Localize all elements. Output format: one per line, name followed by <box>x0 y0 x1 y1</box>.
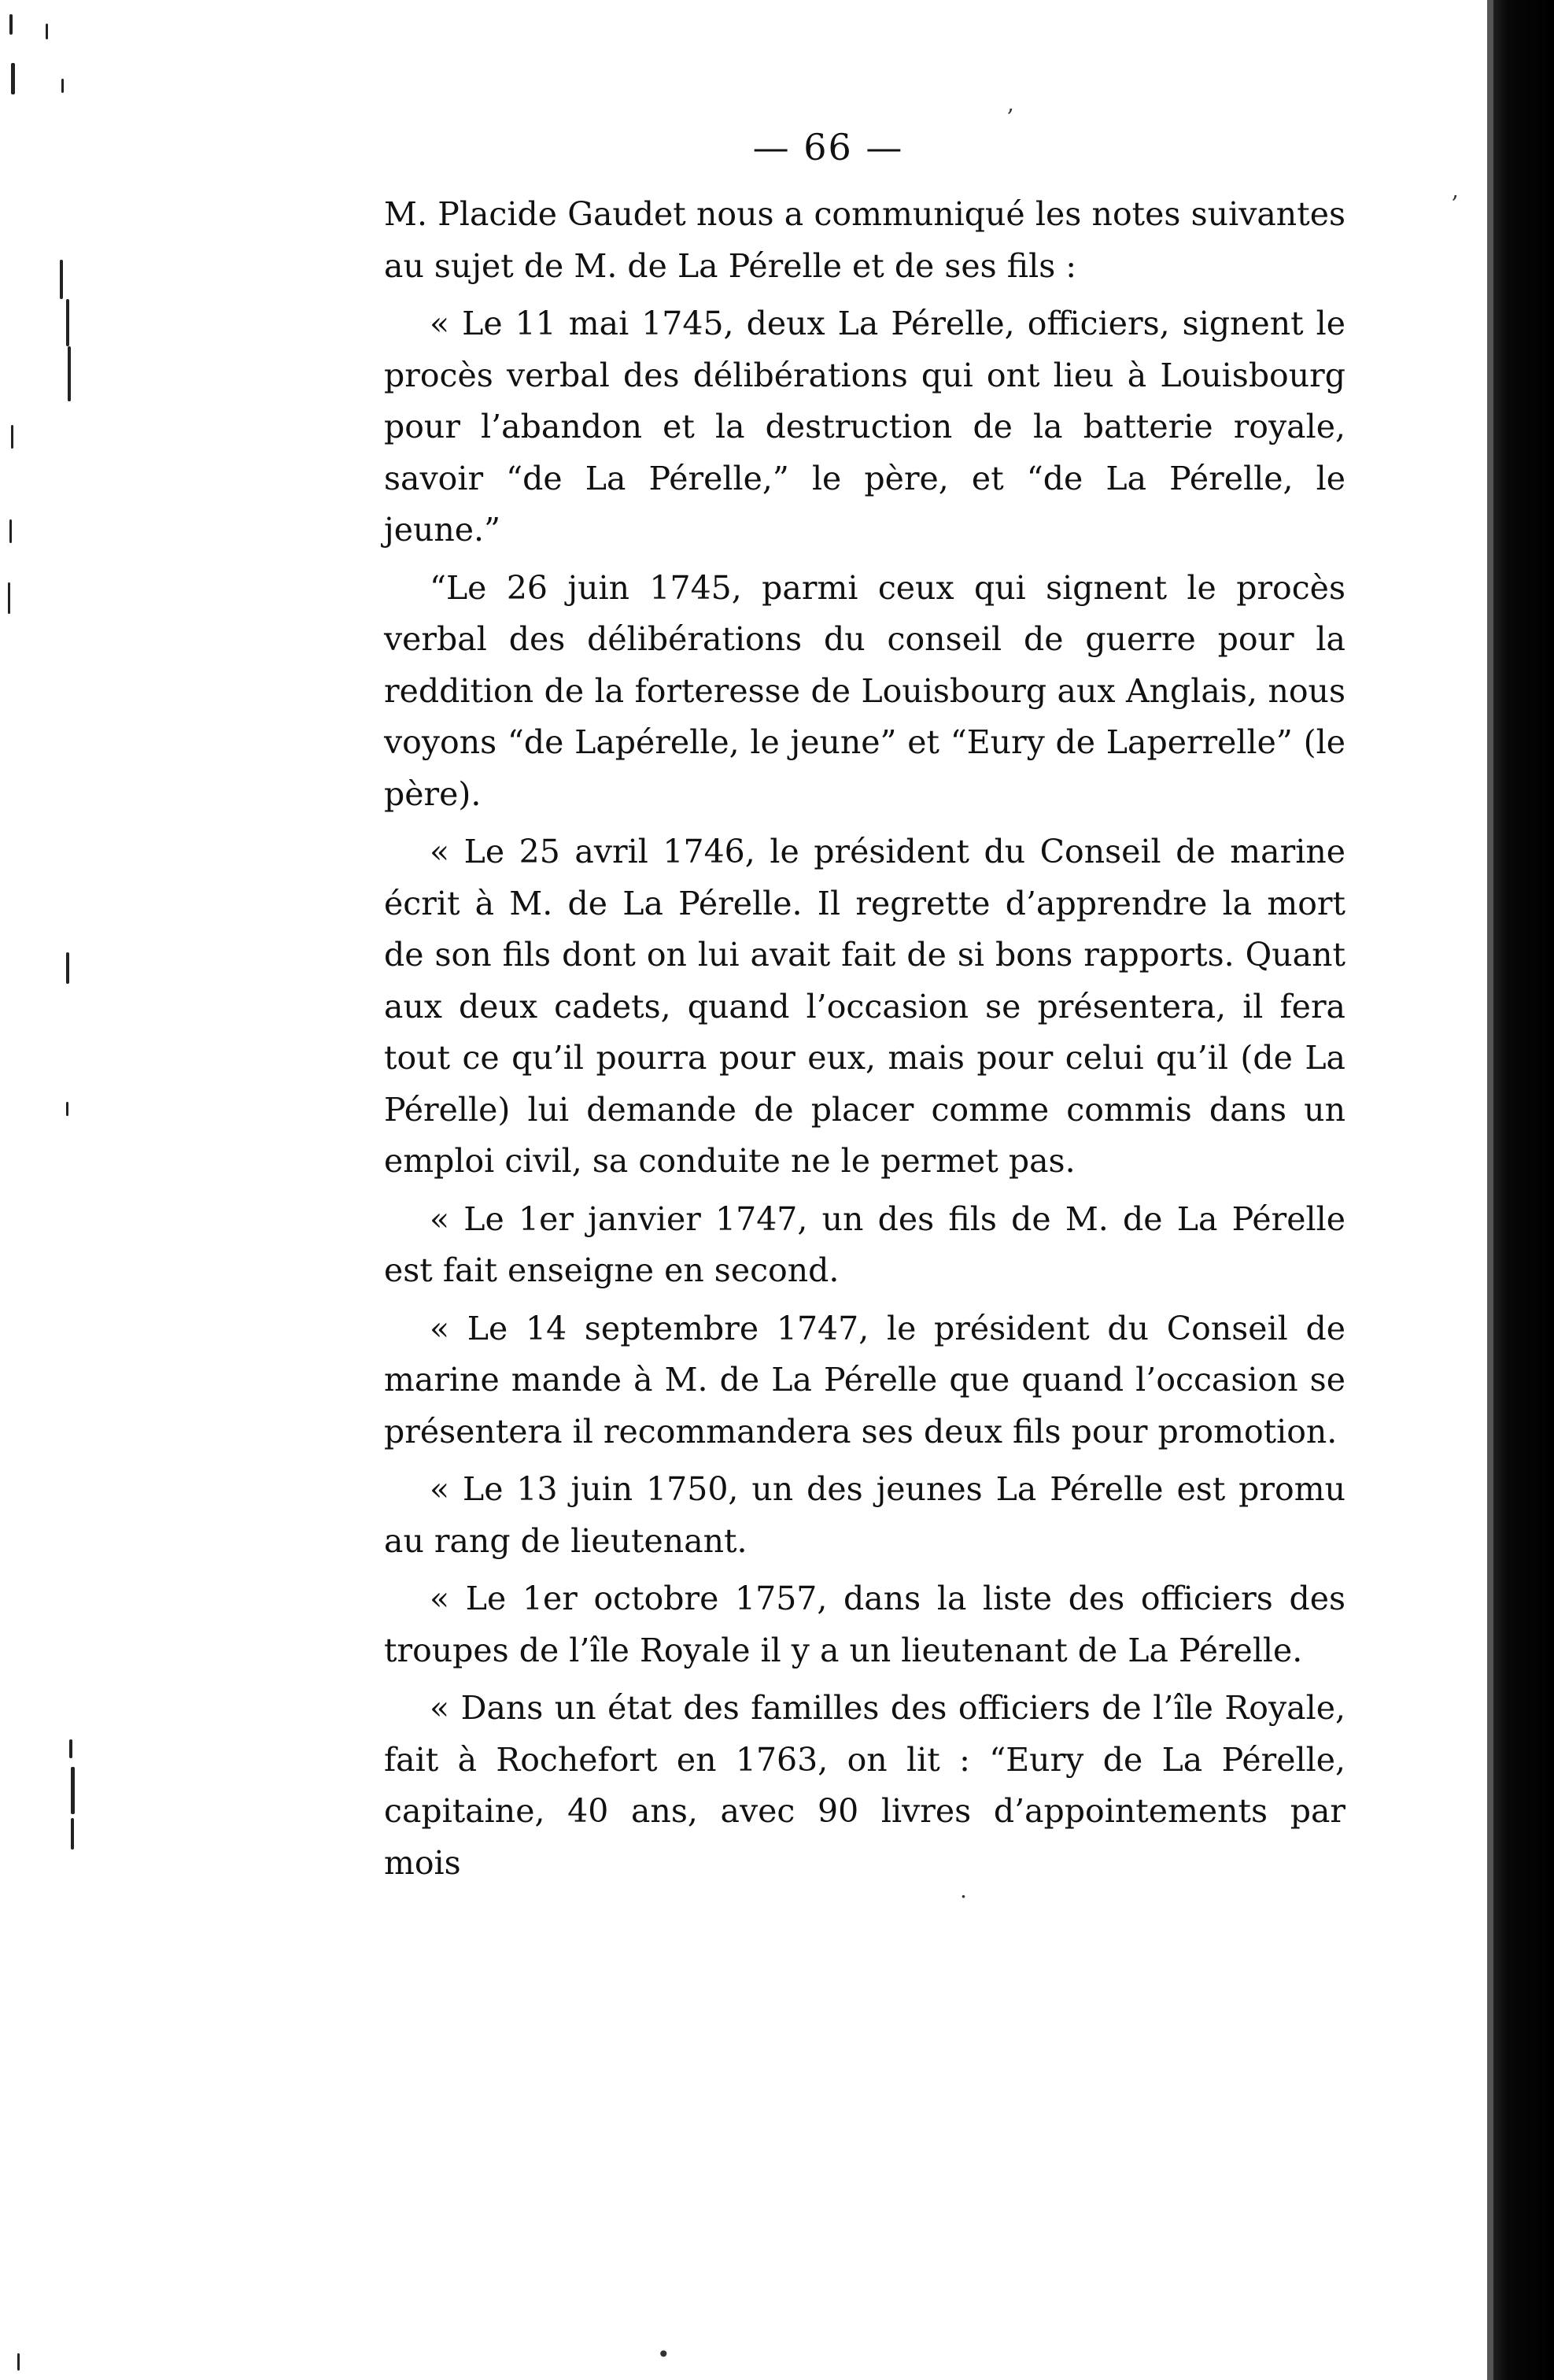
scan-speck <box>61 79 64 93</box>
scan-speck <box>66 299 69 346</box>
paragraph-note: « Le 11 mai 1745, deux La Pérelle, officiers, signent le procès verbal des délibérations qui ont lieu à Louisbourg pour l’abandon et la destruction de la batterie royale, savoir “de La Pérelle,” le père, et “de La Pérelle, le jeune.” <box>384 305 1345 549</box>
scan-speck <box>71 1818 74 1850</box>
paragraph-note: “Le 26 juin 1745, parmi ceux qui signent le procès verbal des délibérations du conseil de guerre pour la reddition de la forteresse de Louisbourg aux Anglais, nous voyons “de Lapérelle, le jeune” et “Eury de Laperrelle” (le père). <box>384 568 1345 813</box>
scan-speck <box>71 1767 75 1814</box>
scan-speck <box>9 519 12 543</box>
scan-edge <box>1487 0 1554 2380</box>
paragraph-note: « Dans un état des familles des officiers de l’île Royale, fait à Rochefort en 1763, on lit : “Eury de La Pérelle, capitaine, 40 ans, avec 90 livres d’appointements par mois <box>384 1689 1345 1882</box>
scan-speck <box>69 1739 72 1758</box>
stray-mark: , <box>1452 177 1459 203</box>
scan-speck <box>17 2353 20 2371</box>
scan-speck <box>11 63 15 94</box>
stray-mark: . <box>960 1877 967 1903</box>
body-text <box>384 189 1345 1895</box>
scan-speck <box>46 24 48 39</box>
scan-speck <box>9 14 13 35</box>
scan-speck <box>68 346 71 401</box>
scan-speck <box>11 425 13 449</box>
paragraph-note: « Le 1er janvier 1747, un des fils de M. de La Pérelle est fait enseigne en second. <box>384 1199 1345 1289</box>
paragraph-note: « Le 1er octobre 1757, dans la liste des officiers des troupes de l’île Royale il y a un lieutenant de La Pérelle. <box>384 1580 1345 1669</box>
paragraph-note: « Le 25 avril 1746, le président du Conseil de marine écrit à M. de La Pérelle. Il regrette d’apprendre la mort de son fils dont on lui avait fait de si bons rapports. Quant aux deux cadets, quand l’occasion se présentera, il fera tout ce qu’il pourra pour eux, mais pour celui qu’il (de La Pérelle) lui demande de placer comme commis dans un emploi civil, sa conduite ne le permet pas. <box>384 833 1345 1180</box>
paragraph-note: « Le 13 juin 1750, un des jeunes La Pérelle est promu au rang de lieutenant. <box>384 1470 1345 1560</box>
paragraph-intro: M. Placide Gaudet nous a communiqué les notes suivantes au sujet de M. de La Pérelle et de ses fils : <box>384 195 1345 285</box>
scan-speck <box>66 1102 68 1116</box>
scan-edge-highlight <box>1487 0 1493 2380</box>
stray-mark: • <box>657 2341 670 2367</box>
scan-speck <box>8 582 10 614</box>
page-number: — 66 — <box>752 126 904 168</box>
scan-speck <box>66 952 69 984</box>
stray-mark: , <box>1007 91 1014 116</box>
paragraph-note: « Le 14 septembre 1747, le président du Conseil de marine mande à M. de La Pérelle que quand l’occasion se présentera il recommandera ses deux fils pour promotion. <box>384 1309 1345 1451</box>
scan-speck <box>60 260 63 299</box>
